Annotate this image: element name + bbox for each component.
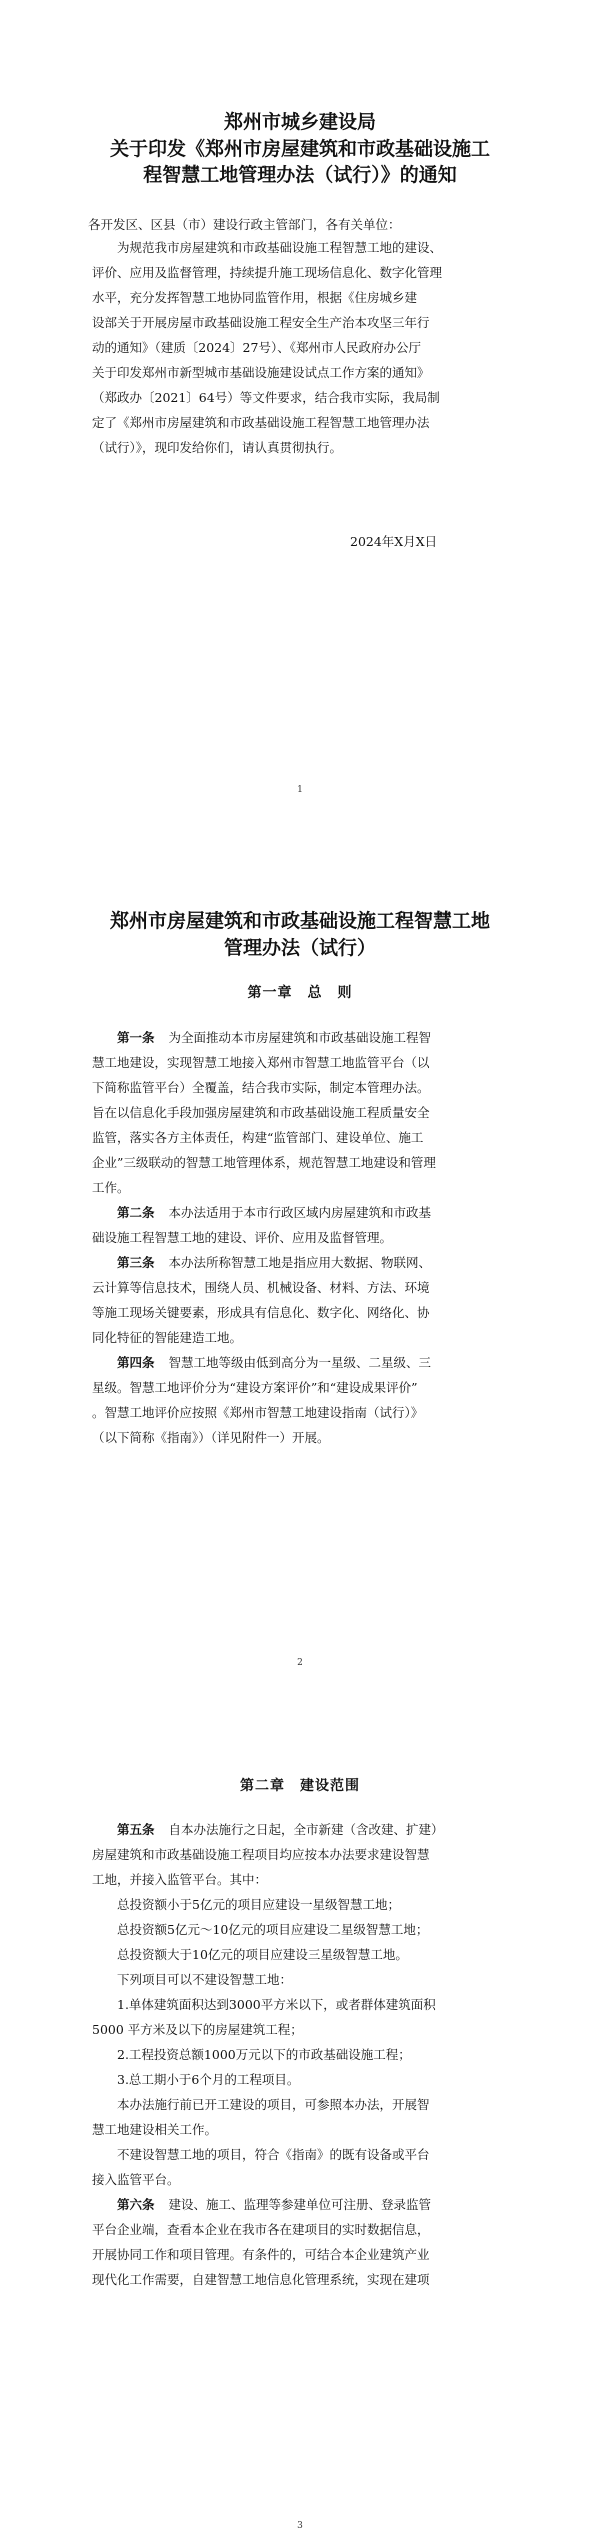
article-line: 开展协同工作和项目管理。有条件的，可结合本企业建筑产业: [92, 2247, 430, 2262]
article-1: [92, 1028, 512, 1203]
page-number: 3: [297, 2521, 303, 2531]
article-text: 本办法所称智慧工地是指应用大数据、物联网、: [168, 1255, 432, 1270]
article-text: 自本办法施行之日起，全市新建（含改建、扩建）: [168, 1822, 444, 1837]
article-5: [92, 1820, 512, 2260]
article-line: 慧工地建设，实现智慧工地接入郑州市智慧工地监管平台（以: [92, 1055, 430, 1070]
notice-title-line2: 程智慧工地管理办法（试行）》的通知: [143, 164, 457, 186]
exempt-intro: 下列项目可以不建设智慧工地：: [117, 1972, 293, 1987]
article-line: 平台企业端，查看本企业在我市各在建项目的实时数据信息，: [92, 2222, 430, 2237]
document-title-line1: 郑州市房屋建筑和市政基础设施工程智慧工地: [109, 910, 490, 932]
article-number: 第二条: [117, 1205, 155, 1220]
article-line: 房屋建筑和市政基础设施工程项目均应按本办法要求建设智慧: [92, 1847, 430, 1862]
article-number: 第五条: [117, 1822, 155, 1837]
addressee: 各开发区、区县（市）建设行政主管部门，各有关单位：: [88, 217, 401, 232]
page-number: 1: [297, 785, 303, 795]
article-line: 。智慧工地评价应按照《郑州市智慧工地建设指南（试行）》: [92, 1405, 424, 1420]
article-line: 现代化工作需要，自建智慧工地信息化管理系统，实现在建项: [92, 2272, 430, 2287]
article-line: 监管，落实各方主体责任，构建“监管部门、建设单位、施工: [92, 1130, 424, 1145]
article-line: 工地，并接入监管平台。其中：: [92, 1872, 268, 1887]
article-line: 工作。: [92, 1180, 130, 1195]
notice-title-line1: 关于印发《郑州市房屋建筑和市政基础设施工: [109, 138, 490, 160]
article-line: 星级。智慧工地评价分为“建设方案评价”和“建设成果评价”: [92, 1380, 418, 1395]
para-line: 定了《郑州市房屋建筑和市政基础设施工程智慧工地管理办法: [92, 415, 430, 430]
article-text: 智慧工地等级由低到高分为一星级、二星级、三: [168, 1355, 432, 1370]
list-item: 2.工程投资总额1000万元以下的市政基础设施工程；: [117, 2047, 411, 2062]
list-item: 3.总工期小于6个月的工程项目。: [117, 2072, 300, 2087]
article-3: [92, 1253, 512, 1353]
article-line: 等施工现场关键要素，形成具有信息化、数字化、网络化、协: [92, 1305, 430, 1320]
article-line: 不建设智慧工地的项目，符合《指南》的既有设备或平台: [117, 2147, 430, 2162]
document-title-line2: 管理办法（试行）: [223, 937, 376, 959]
article-text: 本办法适用于本市行政区域内房屋建筑和市政基: [168, 1205, 432, 1220]
article-line: 同化特征的智能建造工地。: [92, 1330, 243, 1345]
list-item: 总投资额大于10亿元的项目应建设三星级智慧工地。: [117, 1947, 408, 1962]
article-number: 第四条: [117, 1355, 155, 1370]
article-number: 第六条: [117, 2197, 155, 2212]
list-item: 总投资额小于5亿元的项目应建设一星级智慧工地；: [117, 1897, 400, 1912]
para-line: 水平，充分发挥智慧工地协同监管作用，根据《住房城乡建: [92, 290, 418, 305]
para-line: （郑政办〔2021〕64号）等文件要求，结合我市实际，我局制: [92, 390, 440, 405]
para-line: 关于印发郑州市新型城市基础设施建设试点工作方案的通知》: [92, 365, 430, 380]
article-line: 企业”三级联动的智慧工地管理体系，规范智慧工地建设和管理: [92, 1155, 436, 1170]
chapter-heading: 第二章 建设范围: [240, 1778, 360, 1794]
list-item: 5000 平方米及以下的房屋建筑工程；: [92, 2022, 303, 2037]
article-number: 第一条: [117, 1030, 155, 1045]
article-line: 本办法施行前已开工建设的项目，可参照本办法，开展智: [117, 2097, 430, 2112]
notice-paragraph: [92, 238, 512, 468]
article-line: （以下简称《指南》）（详见附件一）开展。: [92, 1430, 330, 1445]
article-text: 为全面推动本市房屋建筑和市政基础设施工程智: [168, 1030, 432, 1045]
list-item: 总投资额5亿元～10亿元的项目应建设二星级智慧工地；: [117, 1922, 429, 1937]
article-line: 旨在以信息化手段加强房屋建筑和市政基础设施工程质量安全: [92, 1105, 430, 1120]
article-number: 第三条: [117, 1255, 155, 1270]
article-text: 建设、施工、监理等参建单位可注册、登录监管: [168, 2197, 432, 2212]
notice-date: 2024年X月X日: [350, 534, 438, 549]
article-line: 慧工地建设相关工作。: [92, 2122, 218, 2137]
para-line: 评价、应用及监督管理，持续提升施工现场信息化、数字化管理: [92, 265, 443, 280]
list-item: 1.单体建筑面积达到3000平方米以下，或者群体建筑面积: [117, 1997, 436, 2012]
para-line: 为规范我市房屋建筑和市政基础设施工程智慧工地的建设、: [117, 240, 443, 255]
article-line: 接入监管平台。: [92, 2172, 180, 2187]
article-2: [92, 1203, 512, 1253]
issuer-heading: 郑州市城乡建设局: [223, 111, 376, 133]
article-4: [92, 1353, 512, 1453]
chapter-heading: 第一章 总 则: [247, 985, 353, 1001]
page-number: 2: [297, 1658, 303, 1668]
article-line: 云计算等信息技术，围绕人员、机械设备、材料、方法、环境: [92, 1280, 430, 1295]
article-line: 下简称监管平台）全覆盖，结合我市实际，制定本管理办法。: [92, 1080, 430, 1095]
article-line: 础设施工程智慧工地的建设、评价、应用及监督管理。: [92, 1230, 393, 1245]
para-line: （试行）》，现印发给你们，请认真贯彻执行。: [92, 440, 343, 455]
article-6: [92, 2195, 512, 2295]
para-line: 设部关于开展房屋市政基础设施工程安全生产治本攻坚三年行: [92, 315, 430, 330]
para-line: 动的通知》（建质〔2024〕27号）、《郑州市人民政府办公厅: [92, 340, 421, 355]
